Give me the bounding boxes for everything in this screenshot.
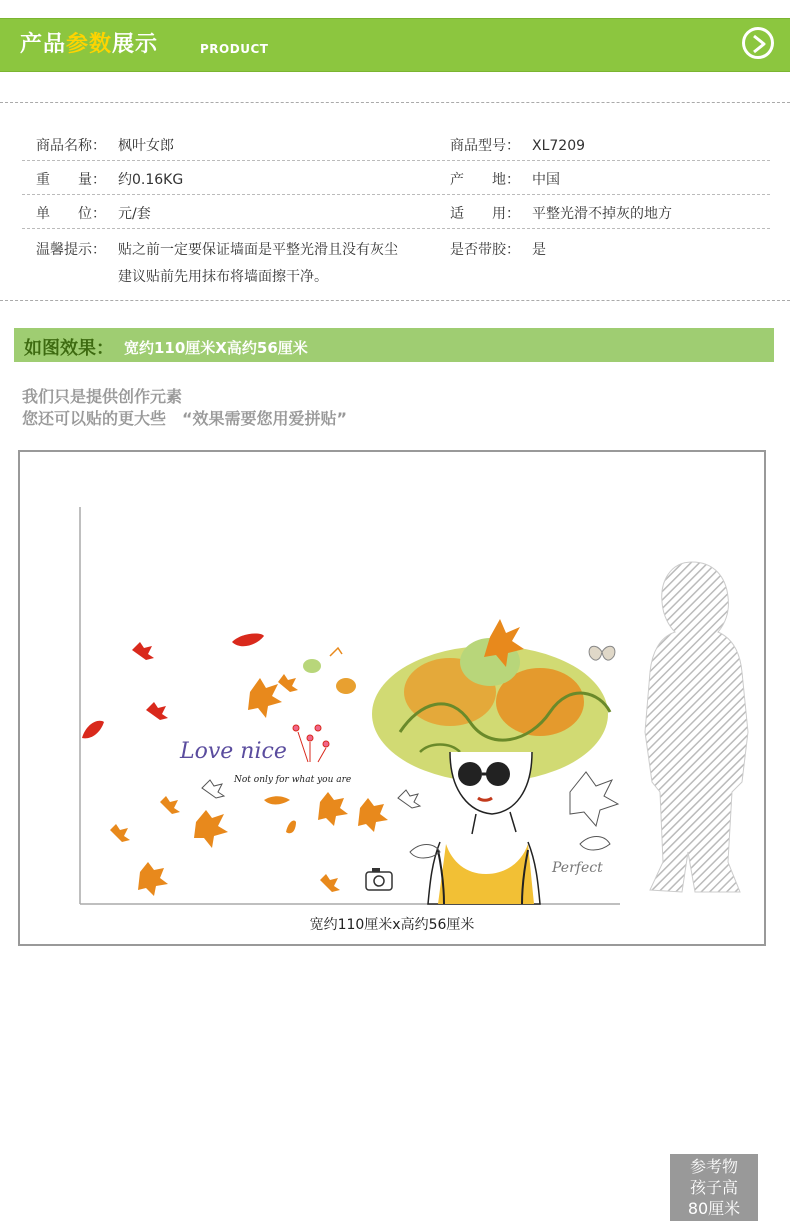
note-line-1: 我们只是提供创作元素 [22,387,183,406]
banner-title-en: PRODUCT [200,42,269,56]
note-line-2: 您还可以贴的更大些 “效果需要您用爱拼贴” [22,409,348,428]
effect-bar [14,328,774,362]
info-row: 商品名称： 枫叶女郎 商品型号： XL7209 [22,126,770,161]
divider [0,102,790,103]
red-leaf-cluster [82,634,264,739]
info-row: 单 位： 元/套 适 用： 平整光滑不掉灰的地方 [22,194,770,229]
illustration-caption: 宽约110厘米x高约56厘米 [309,917,475,933]
product-illustration [18,450,766,1218]
butterfly-icon [589,646,615,660]
effect-size: 宽约110厘米X高约56厘米 [124,339,308,357]
product-banner [0,18,790,72]
info-row: 温馨提示： 贴之前一定要保证墙面是平整光滑且没有灰尘 建议贴前先用抹布将墙面擦干净。 是否带胶： 是 [36,242,546,285]
effect-lead: 如图效果： [24,338,114,359]
heart-flowers [293,725,329,762]
svg-text:Perfect: Perfect [552,860,603,876]
line-leaves [202,772,618,876]
camera-icon [366,868,392,890]
love-nice-text: Love nice [180,739,287,764]
chevron-right-icon[interactable] [742,27,774,59]
info-row: 重 量： 约0.16KG 产 地： 中国 [22,160,770,195]
illustration-art [20,452,764,944]
child-silhouette [645,562,748,892]
banner-title: 产品参数展示 [20,32,159,57]
bird-icon [303,648,356,694]
not-only-text: Not only for what you are [234,775,352,785]
divider [0,300,790,301]
reference-label: 参考物 孩子高 80厘米 [670,1154,758,1221]
